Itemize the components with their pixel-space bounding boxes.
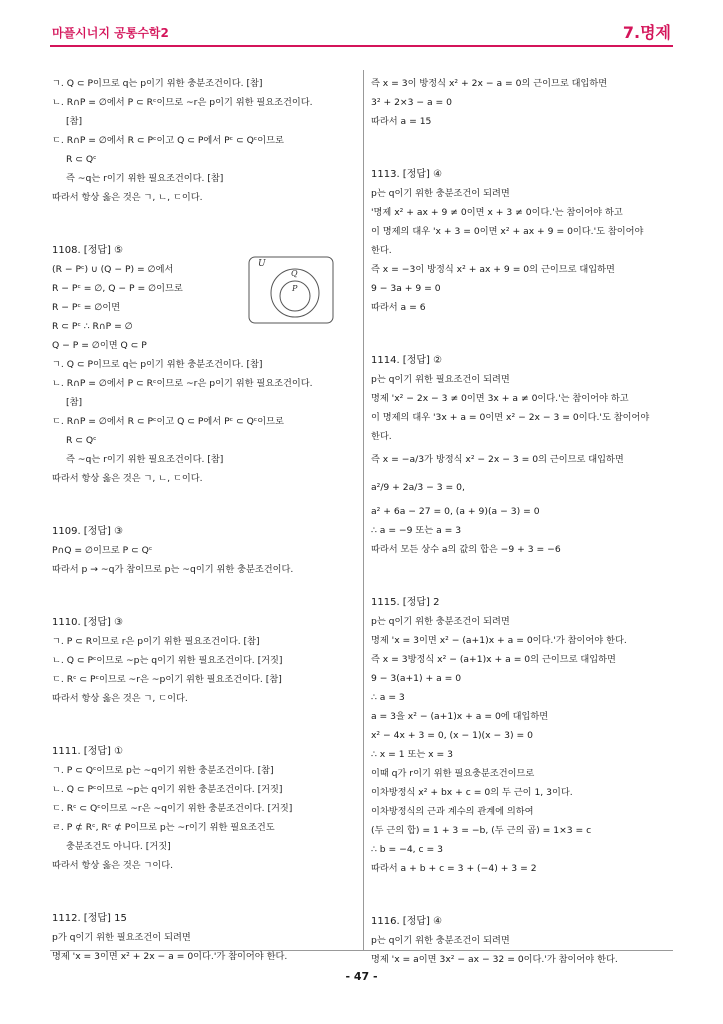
problem-heading: 1116. [정답] ④ <box>371 916 443 927</box>
problem-heading: 1113. [정답] ④ <box>371 169 443 180</box>
text-line: ㄱ. P ⊂ Qᶜ이므로 p는 ~q이기 위한 충분조건이다. [참] <box>52 765 274 776</box>
text-line: 이차방정식 x² + bx + c = 0의 두 근이 1, 3이다. <box>371 787 573 798</box>
text-line: a²/9 + 2a/3 − 3 = 0, <box>371 482 465 493</box>
chapter-title: 7.명제 <box>622 23 671 42</box>
left-column <box>52 74 357 966</box>
venn-label-p: P <box>292 284 298 293</box>
text-line: ㄱ. Q ⊂ P이므로 q는 p이기 위한 충분조건이다. [참] <box>52 78 263 89</box>
text-line: 따라서 항상 옳은 것은 ㄱ, ㄴ, ㄷ이다. <box>52 473 203 484</box>
text-line: ㄴ. R∩P = ∅에서 P ⊂ Rᶜ이므로 ~r은 p이기 위한 필요조건이다. <box>52 378 313 389</box>
text-line: p는 q이기 위한 필요조건이 되려면 <box>371 374 510 385</box>
text-line: 한다. <box>371 245 392 256</box>
problem-heading: 1110. [정답] ③ <box>52 617 124 628</box>
text-line: 즉 ~q는 r이기 위한 필요조건이다. [참] <box>66 454 224 465</box>
text-line: 즉 ~q는 r이기 위한 필요조건이다. [참] <box>66 173 224 184</box>
text-line: Q − P = ∅이면 Q ⊂ P <box>52 340 147 351</box>
text-line: ㄷ. Rᶜ ⊂ Pᶜ이므로 ~r은 ~p이기 위한 필요조건이다. [참] <box>52 674 282 685</box>
text-line: 즉 x = −a/3가 방정식 x² − 2x − 3 = 0의 근이므로 대입하면 <box>371 454 624 465</box>
text-line: R − Pᶜ = ∅이면 <box>52 302 121 313</box>
page-number: - 47 - <box>345 970 378 983</box>
venn-label-u: U <box>258 259 266 269</box>
text-line: 한다. <box>371 431 392 442</box>
text-line: p가 q이기 위한 필요조건이 되려면 <box>52 932 191 943</box>
text-line: R ⊂ Qᶜ <box>66 154 97 165</box>
text-line: ㄱ. P ⊂ R이므로 r은 p이기 위한 필요조건이다. [참] <box>52 636 260 647</box>
text-line: 이 명제의 대우 '3x + a = 0이면 x² − 2x − 3 = 0이다.'도 참이어야 <box>371 412 650 423</box>
text-line: p는 q이기 위한 충분조건이 되려면 <box>371 935 510 946</box>
right-column <box>371 74 676 969</box>
text-line: ∴ a = −9 또는 a = 3 <box>371 525 462 536</box>
text-line: ㄹ. P ⊄ Rᶜ, Rᶜ ⊄ P이므로 p는 ~r이기 위한 필요조건도 <box>52 822 275 833</box>
problem-heading: 1115. [정답] 2 <box>371 597 440 608</box>
text-line: 9 − 3(a+1) + a = 0 <box>371 673 462 684</box>
text-line: p는 q이기 위한 충분조건이 되려면 <box>371 616 510 627</box>
text-line: 이때 q가 r이기 위한 필요충분조건이므로 <box>371 768 535 779</box>
text-line: R ⊂ Pᶜ ∴ R∩P = ∅ <box>52 321 133 332</box>
text-line: a² + 6a − 27 = 0, (a + 9)(a − 3) = 0 <box>371 506 540 517</box>
text-line: ㄷ. R∩P = ∅에서 R ⊂ Pᶜ이고 Q ⊂ P에서 Pᶜ ⊂ Qᶜ이므로 <box>52 135 284 146</box>
text-line: ㄱ. Q ⊂ P이므로 q는 p이기 위한 충분조건이다. [참] <box>52 359 263 370</box>
text-line: 즉 x = −3이 방정식 x² + ax + 9 = 0의 근이므로 대입하면 <box>371 264 615 275</box>
problem-heading: 1111. [정답] ① <box>52 746 124 757</box>
text-line: 즉 x = 3이 방정식 x² + 2x − a = 0의 근이므로 대입하면 <box>371 78 608 89</box>
header-rule <box>50 45 673 47</box>
book-title: 마플시너지 공통수학2 <box>52 26 169 40</box>
text-line: ㄴ. R∩P = ∅에서 P ⊂ Rᶜ이므로 ~r은 p이기 위한 필요조건이다. <box>52 97 313 108</box>
column-divider <box>363 70 364 950</box>
text-line: 따라서 a = 6 <box>371 302 426 313</box>
venn-diagram <box>248 256 334 324</box>
text-line: 명제 'x² − 2x − 3 ≠ 0이면 3x + a ≠ 0이다.'는 참이어야 하고 <box>371 393 629 404</box>
text-line: R − Pᶜ = ∅, Q − P = ∅이므로 <box>52 283 183 294</box>
text-line: ∴ a = 3 <box>371 692 405 703</box>
venn-label-q: Q <box>291 269 298 278</box>
text-line: x² − 4x + 3 = 0, (x − 1)(x − 3) = 0 <box>371 730 533 741</box>
text-line: '명제 x² + ax + 9 ≠ 0이면 x + 3 ≠ 0이다.'는 참이어야 하고 <box>371 207 623 218</box>
text-line: 따라서 항상 옳은 것은 ㄱ, ㄷ이다. <box>52 693 188 704</box>
text-line: [참] <box>66 116 83 127</box>
text-line: a = 3을 x² − (a+1)x + a = 0에 대입하면 <box>371 711 549 722</box>
problem-heading: 1114. [정답] ② <box>371 355 443 366</box>
text-line: 따라서 항상 옳은 것은 ㄱ이다. <box>52 860 174 871</box>
text-line: 따라서 a + b + c = 3 + (−4) + 3 = 2 <box>371 863 537 874</box>
text-line: 따라서 모든 상수 a의 값의 합은 −9 + 3 = −6 <box>371 544 561 555</box>
footer-rule <box>50 950 673 951</box>
text-line: 명제 'x = 3이면 x² − (a+1)x + a = 0이다.'가 참이어야 한다. <box>371 635 627 646</box>
text-line: 명제 'x = a이면 3x² − ax − 32 = 0이다.'가 참이어야 한다. <box>371 954 618 965</box>
text-line: ㄴ. Q ⊂ Pᶜ이므로 ~p는 q이기 위한 필요조건이다. [거짓] <box>52 655 283 666</box>
text-line: 이 명제의 대우 'x + 3 = 0이면 x² + ax + 9 = 0이다.'도 참이어야 <box>371 226 644 237</box>
text-line: 따라서 p → ~q가 참이므로 p는 ~q이기 위한 충분조건이다. <box>52 564 294 575</box>
text-line: ∴ b = −4, c = 3 <box>371 844 443 855</box>
problem-heading: 1112. [정답] 15 <box>52 913 127 924</box>
text-line: 3² + 2×3 − a = 0 <box>371 97 453 108</box>
text-line: 명제 'x = 3이면 x² + 2x − a = 0이다.'가 참이어야 한다. <box>52 951 288 962</box>
text-line: ∴ x = 1 또는 x = 3 <box>371 749 453 760</box>
text-line: [참] <box>66 397 83 408</box>
text-line: 따라서 a = 15 <box>371 116 432 127</box>
text-line: (두 근의 합) = 1 + 3 = −b, (두 근의 곱) = 1×3 = c <box>371 825 592 836</box>
text-line: ㄷ. R∩P = ∅에서 R ⊂ Pᶜ이고 Q ⊂ P에서 Pᶜ ⊂ Qᶜ이므로 <box>52 416 284 427</box>
text-line: R ⊂ Qᶜ <box>66 435 97 446</box>
problem-heading: 1108. [정답] ⑤ <box>52 245 124 256</box>
text-line: 즉 x = 3방정식 x² − (a+1)x + a = 0의 근이므로 대입하면 <box>371 654 616 665</box>
text-line: 따라서 항상 옳은 것은 ㄱ, ㄴ, ㄷ이다. <box>52 192 203 203</box>
text-line: ㄷ. Rᶜ ⊂ Qᶜ이므로 ~r은 ~q이기 위한 충분조건이다. [거짓] <box>52 803 293 814</box>
text-line: 9 − 3a + 9 = 0 <box>371 283 441 294</box>
text-line: 이차방정식의 근과 계수의 관계에 의하여 <box>371 806 534 817</box>
text-line: p는 q이기 위한 충분조건이 되려면 <box>371 188 510 199</box>
text-line: ㄴ. Q ⊂ Pᶜ이므로 ~p는 q이기 위한 충분조건이다. [거짓] <box>52 784 283 795</box>
text-line: P∩Q = ∅이므로 P ⊂ Qᶜ <box>52 545 153 556</box>
text-line: (R − Pᶜ) ∪ (Q − P) = ∅에서 <box>52 264 174 275</box>
problem-heading: 1109. [정답] ③ <box>52 526 124 537</box>
text-line: 충분조건도 아니다. [거짓] <box>66 841 171 852</box>
